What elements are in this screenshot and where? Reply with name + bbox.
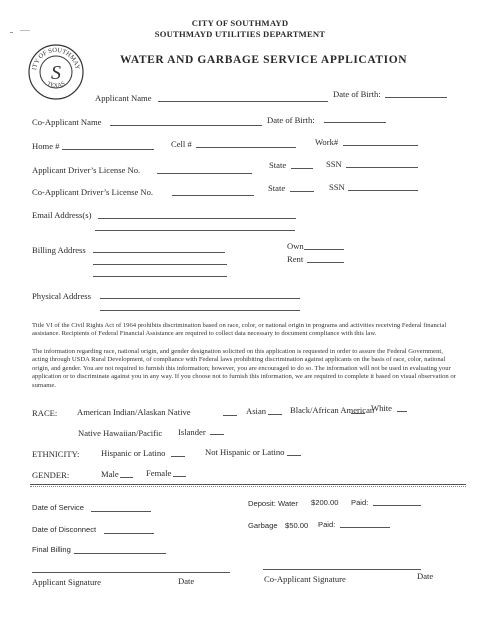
state-field-2[interactable] (290, 191, 314, 192)
gender-option-female: Female (146, 468, 172, 478)
email-field-2[interactable] (95, 230, 295, 231)
co-applicant-signature-label: Co-Applicant Signature (264, 574, 346, 584)
applicant-date-label: Date (178, 576, 195, 586)
state-field-1[interactable] (291, 168, 313, 169)
state-label-1: State (269, 160, 287, 170)
date-of-service-field[interactable] (91, 511, 151, 512)
ethnicity-option-not-hispanic: Not Hispanic or Latino (205, 447, 285, 457)
race-option-islander: Islander (178, 427, 206, 437)
billing-address-label: Billing Address (32, 245, 86, 255)
ethnicity-blank-hispanic[interactable] (171, 456, 185, 457)
co-applicant-name-label: Co-Applicant Name (32, 117, 102, 127)
race-blank-islander[interactable] (210, 434, 224, 435)
own-label: Own (287, 241, 304, 251)
race-blank-american-indian[interactable] (223, 415, 237, 416)
rent-label: Rent (287, 254, 304, 264)
garbage-amount: $50.00 (285, 521, 309, 530)
date-of-service-label: Date of Service (32, 503, 84, 512)
water-deposit-amount: $200.00 (311, 498, 339, 507)
work-phone-label: Work# (315, 137, 339, 147)
ssn-label-2: SSN (329, 182, 345, 192)
email-field-1[interactable] (98, 218, 296, 219)
billing-address-field-3[interactable] (93, 276, 227, 277)
civil-rights-notice: Title VI of the Civil Rights Act of 1964 prohibits discrimination based on race, color, or national origin in programs and activities receiving Federal financial assistance. Recipients of Federal Financial Assistance are required to collect data necessary to document compliance with this law. (32, 322, 447, 338)
deposit-water-label: Deposit: Water (248, 499, 298, 508)
paid-field-1[interactable] (373, 505, 421, 506)
race-blank-black[interactable] (351, 413, 365, 414)
billing-address-field-1[interactable] (93, 252, 225, 253)
state-label-2: State (268, 183, 286, 193)
seal-top-text: ITY OF SOUTHMAY (31, 46, 81, 71)
city-name: CITY OF SOUTHMAYD (191, 18, 289, 28)
gender-blank-female[interactable] (173, 476, 186, 477)
office-use-divider (30, 484, 466, 487)
rent-field[interactable] (307, 262, 344, 263)
dob-label-2: Date of Birth: (267, 115, 315, 125)
applicant-name-label: Applicant Name (95, 93, 152, 103)
home-phone-field[interactable] (62, 149, 154, 150)
race-option-black: Black/African American (290, 405, 375, 415)
race-option-asian: Asian (246, 406, 267, 416)
own-field[interactable] (304, 249, 344, 250)
race-blank-asian[interactable] (268, 414, 282, 415)
department-name: SOUTHMAYD UTILITIES DEPARTMENT (154, 29, 326, 39)
paid-field-2[interactable] (340, 527, 390, 528)
co-applicant-name-field[interactable] (110, 125, 262, 126)
physical-address-field-1[interactable] (100, 298, 300, 299)
race-option-american-indian: American Indian/Alaskan Native (77, 407, 191, 417)
co-applicant-dl-field[interactable] (172, 195, 254, 196)
work-phone-field[interactable] (343, 145, 418, 146)
applicant-dl-label: Applicant Driver’s License No. (32, 165, 141, 175)
final-billing-field[interactable] (74, 553, 166, 554)
gender-label: GENDER: (32, 470, 70, 480)
billing-address-field-2[interactable] (93, 264, 227, 265)
applicant-signature-label: Applicant Signature (32, 577, 101, 587)
ssn-field-2[interactable] (348, 190, 418, 191)
email-label: Email Address(s) (32, 210, 92, 220)
form-title: WATER AND GARBAGE SERVICE APPLICATION (120, 54, 408, 66)
cell-phone-field[interactable] (196, 147, 296, 148)
gender-option-male: Male (101, 469, 119, 479)
seal-letter: S (51, 62, 61, 84)
gender-blank-male[interactable] (120, 477, 133, 478)
race-label: RACE: (32, 408, 58, 418)
data-collection-notice: The information regarding race, national origin, and gender designation solicited on this application is requested in order to assure the Federal Government, acting through USDA Rural Development, of compliance with Federal laws prohibiting discrimination against applicants on the basis of race, color, national origin, and gender. You are not required to furnish this information; however, you are encouraged to do so. The information will not be used in evaluating your application or to discriminate against you in any way. If you choose not to furnish this information, we are required to complete it based on visual observation or surname. (32, 348, 456, 389)
physical-address-field-2[interactable] (100, 310, 300, 311)
applicant-dl-field[interactable] (157, 173, 252, 174)
seal-bottom-text: TEXAS (45, 81, 67, 90)
race-option-white: White (371, 403, 392, 413)
co-applicant-signature-field[interactable] (263, 569, 421, 570)
paid-label-1: Paid: (351, 498, 369, 507)
ethnicity-blank-not-hispanic[interactable] (287, 455, 301, 456)
date-of-disconnect-label: Date of Disconnect (32, 525, 97, 534)
race-blank-white[interactable] (397, 411, 407, 412)
final-billing-label: Final Billing (32, 545, 71, 554)
home-phone-label: Home # (32, 141, 60, 151)
physical-address-label: Physical Address (32, 291, 91, 301)
applicant-name-field[interactable] (158, 101, 328, 102)
ethnicity-label: ETHNICITY: (32, 449, 80, 459)
co-applicant-dl-label: Co-Applicant Driver’s License No. (32, 187, 154, 197)
applicant-signature-field[interactable] (32, 572, 230, 573)
date-of-disconnect-field[interactable] (104, 533, 154, 534)
dob-label-1: Date of Birth: (333, 89, 381, 99)
race-option-native-hawaiian: Native Hawaiian/Pacific (78, 428, 163, 438)
paid-label-2: Paid: (318, 520, 336, 529)
garbage-label: Garbage (248, 521, 278, 530)
ssn-field-1[interactable] (346, 167, 418, 168)
city-seal (27, 43, 85, 101)
ssn-label-1: SSN (326, 159, 342, 169)
ethnicity-option-hispanic: Hispanic or Latino (101, 448, 166, 458)
dob-field-2[interactable] (324, 122, 386, 123)
dob-field-1[interactable] (385, 97, 447, 98)
cell-phone-label: Cell # (171, 139, 192, 149)
co-applicant-date-label: Date (417, 571, 434, 581)
